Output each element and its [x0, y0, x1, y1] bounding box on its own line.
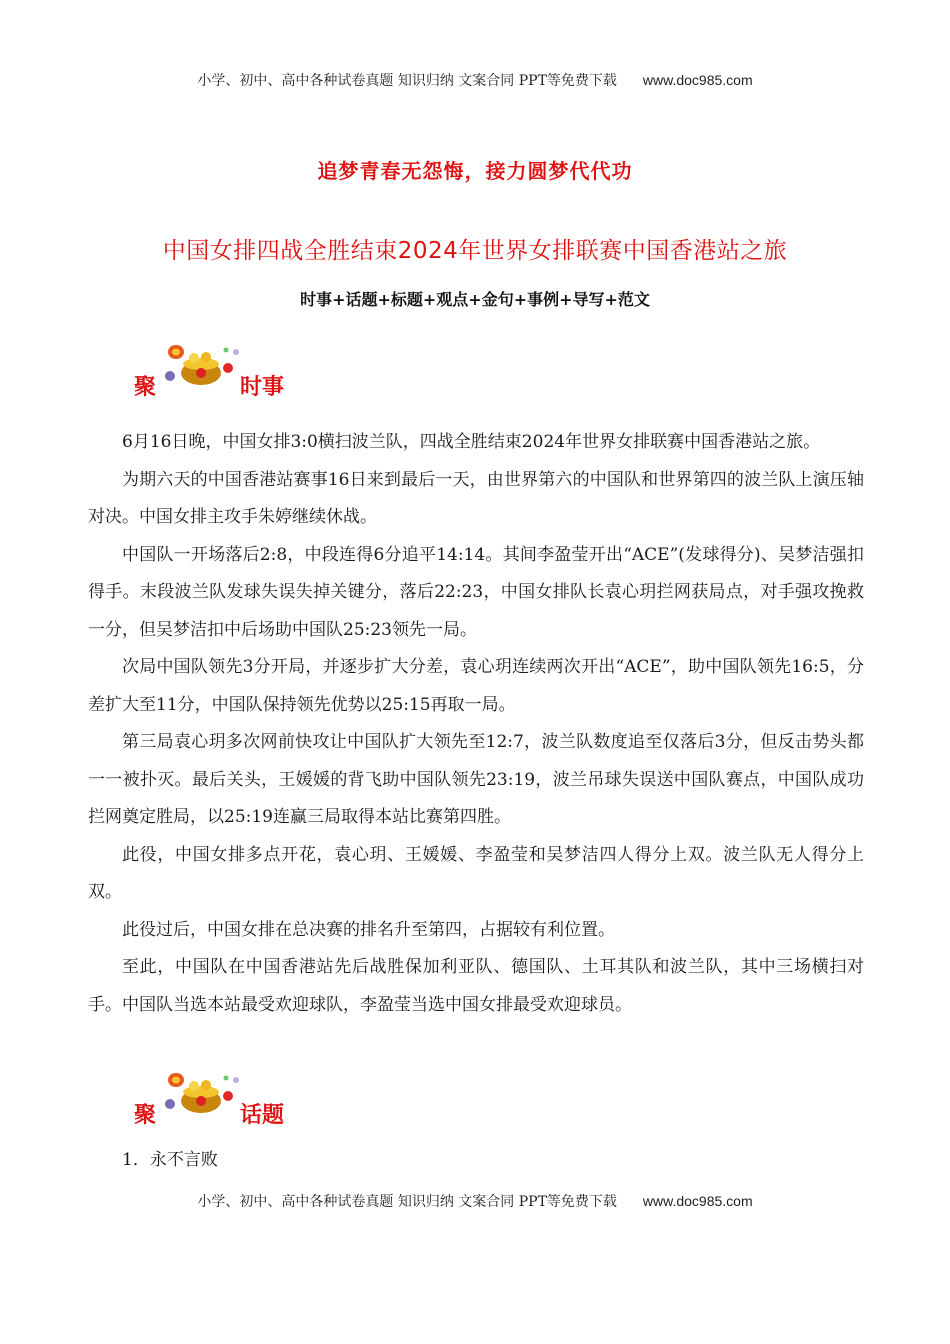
article-body [88, 424, 864, 1024]
header-text: 小学、初中、高中各种试卷真题 知识归纳 文案合同 PPT等免费下载 [197, 73, 617, 89]
treasure-pot-icon [156, 340, 246, 388]
section-title-topics: 话题 [240, 1103, 285, 1128]
paragraph: 中国队一开场落后2:8，中段连得6分追平14:14。其间李盈莹开出“ACE”(发球得分)、吴梦洁强扣得手。末段波兰队发球失误失掉关键分，落后22:23，中国女排队长袁心玥拦网获局点，对手强攻挽救一分，但吴梦洁扣中后场助中国队25:23领先一局。 [88, 544, 864, 640]
paragraph: 6月16日晚，中国女排3:0横扫波兰队，四战全胜结束2024年世界女排联赛中国香港站之旅。 [122, 432, 821, 452]
subtitle: 追梦青春无怨悔，接力圆梦代代功 [317, 159, 633, 183]
page-title: 中国女排四战全胜结束2024年世界女排联赛中国香港站之旅 [162, 238, 788, 264]
paragraph: 至此，中国队在中国香港站先后战胜保加利亚队、德国队、土耳其队和波兰队，其中三场横扫对手。中国队当选本站最受欢迎球队，李盈莹当选中国女排最受欢迎球员。 [88, 957, 864, 1015]
footer-url[interactable]: www.doc985.com [642, 1193, 753, 1209]
paragraph: 次局中国队领先3分开局，并逐步扩大分差，袁心玥连续两次开出“ACE”，助中国队领先16:5，分差扩大至11分，中国队保持领先优势以25:15再取一局。 [88, 657, 864, 715]
tagline: 时事+话题+标题+观点+金句+事例+导写+范文 [300, 290, 650, 309]
paragraph: 此役过后，中国女排在总决赛的排名升至第四，占据较有利位置。 [122, 919, 615, 940]
paragraph: 第三局袁心玥多次网前快攻让中国队扩大领先至12:7，波兰队数度追至仅落后3分，但反击势头都一一被扑灭。最后关头，王媛媛的背飞助中国队领先23:19，波兰吊球失误送中国队赛点，中国队成功拦网奠定胜局，以25:19连赢三局取得本站比赛第四胜。 [88, 732, 864, 827]
treasure-pot-icon [156, 1068, 246, 1116]
paragraph: 此役，中国女排多点开花，袁心玥、王媛媛、李盈莹和吴梦洁四人得分上双。波兰队无人得分上双。 [88, 844, 864, 902]
paragraph: 为期六天的中国香港站赛事16日来到最后一天，由世界第六的中国队和世界第四的波兰队上演压轴对决。中国女排主攻手朱婷继续休战。 [88, 469, 864, 527]
topic-item: 1．永不言败 [122, 1150, 218, 1170]
footer-text: 小学、初中、高中各种试卷真题 知识归纳 文案合同 PPT等免费下载 [197, 1194, 617, 1210]
page-footer [0, 1191, 950, 1211]
header-url[interactable]: www.doc985.com [642, 72, 753, 88]
section-title-news: 时事 [240, 375, 285, 400]
section-prefix: 聚 [134, 1103, 157, 1128]
section-heading-topics [134, 1068, 434, 1128]
section-heading-news [134, 340, 434, 400]
section-prefix: 聚 [134, 375, 157, 400]
page-header [0, 70, 950, 90]
